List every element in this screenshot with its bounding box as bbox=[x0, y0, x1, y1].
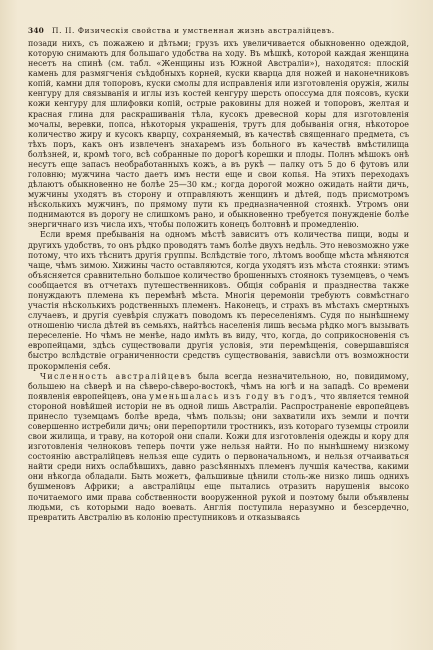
paragraph-text: была всегда незначительною, но, повидимому, большею на сѣверѣ и на сѣверо-сѣверо-востокѣ, чѣмъ на югѣ и на западѣ. Со времени появленія европейцевъ, она bbox=[28, 371, 409, 401]
spaced-emphasis: Численность австралійцевъ bbox=[40, 371, 193, 381]
paragraph: позади нихъ, съ пожажею и дѣтьми; грузъ ихъ увеличивается обыкновенно одеждой, которую снимають для большаго удобства на ходу. Въ мѣшкѣ, которой каждая женщина несетъ на спинѣ (см. табл. «Женщины изъ Южной Австраліи»), находятся: плоскій камень для размягченія съѣдобныхъ корней, куски кварца для ножей и наконечниковъ копій, камни для топоровъ, куски смолы для исправленія или изготовленія оружія, жилы кенгуру для связыванія и иглы изъ костей кенгуру шерсть опоссума для поясовъ, куски кожи кенгуру для шлифовки копій, острые раковины для ножей и топоровъ, желтая и красная глина для раскрашиванія тѣла, кусокъ древесной коры для изготовленія мочалы, веревки, попса, нѣкоторыя украшенія, трутъ для добыванія огня, нѣкоторое количество жиру и кусокъ кварцу, сохраняемый, въ качествѣ священнаго предмета, съ тѣхъ поръ, какъ онъ извлеченъ знахаремъ изъ больного въ качествѣ вмѣстилища болѣзней, и, кромѣ того, всѣ собранные по дорогѣ корешки и плоды. Полнъ мѣшокъ онѣ несутъ еще запасъ необработанныхъ кожъ, а въ рукѣ — палку отъ 5 до 6 футовъ или головню; мужчина часто даетъ имъ нести еще и свои копья. На этихъ переходахъ дѣлаютъ обыкновенно не болѣе 25—30 км.; когда дорогой можно ожидать найти дичь, мужчины уходятъ въ сторону и отправляютъ женщинъ и дѣтей, подъ присмотромъ нѣсколькихъ мужчинъ, по прямому пути къ предназначенной стоянкѣ. Утромъ они поднимаются въ дорогу не слишкомъ рано, и обыкновенно требуется понужденіе болѣе энергичнаго изъ числа ихъ, чтобы положить конецъ болтовнѣ и промедленію. bbox=[28, 39, 409, 230]
paragraph: Если время пребыванія на одномъ мѣстѣ зависитъ отъ количества пищи, воды и другихъ удобствъ, то онъ рѣдко проводятъ тамъ болѣе двухъ недѣль. Это невозможно уже потому, что ихъ тѣснитъ другія группы. Вслѣдствіе того, лѣтомъ вообще мѣста мѣняются чаще, чѣмъ зимою. Хижины часто оставляются, когда уходятъ изъ мѣста стоянки: этимъ объясняется сравнительно большое количество брошенныхъ стоянокъ туземцевъ, о чемъ сообщается въ отчетахъ путешественниковъ. Общія собранія и празднества также понуждаютъ племена къ перемѣнѣ мѣста. Многія церемоніи требуютъ совмѣстнаго участія нѣсколькихъ родственныхъ племенъ. Наконецъ, и страхъ въ мѣстахъ смертныхъ случаевъ, и другія суевѣрія служатъ поводомъ къ переселеніямъ. Судя по нынѣшнему отношенію числа дѣтей въ семьяхъ, найтѣсь населенія лишь весьма рѣдко могъ вызывать переселеніе. Но чѣмъ не менѣе, надо имѣть въ виду, что, когда, до соприкосновенія съ европейцами, здѣсь существовали другія условія, эти перемѣщенія, совершавшіяся быстро вслѣдствіе ограниченности средствъ существованія, зависѣли отъ возможности прокормленія себя. bbox=[28, 230, 409, 371]
body-text bbox=[28, 39, 409, 523]
paragraph-text: что является темной стороной новѣйшей исторіи не въ одной лишь Австраліи. Распространеніе европейцевъ принесло туземцамъ болѣе вреда, чѣмъ пользы; они захватили ихъ земли и почти совершенно истребили дичь; они перепортили тростникъ, изъ котораго туземцы строили свои жилища, и траву, на которой они спали. Кожи для изготовленія одежды и кору для изготовленія челноковъ теперь почти уже нельзя найти. Но по нынѣшнему низкому состоянію австралійцевъ нельзя еще судить о первоначальномъ, и нельзя отчаиваться найти среди нихъ ослабѣвшихъ, давно разсѣянныхъ племенъ лучшія качества, какими они нѣкогда обладали. Быть можетъ, фальшивые цѣнили столь-же низко лишь однихъ бушменовъ Африки; а австралійцы еще пытались отразить нарушенія высоко почитаемого ими права собственности вооруженной рукой и поэтому были объявлены людьми, съ которыми надо воевать. Англія поступила неразумно и безсердечно, превратить Австралію въ колонію преступниковъ и отказываясь bbox=[28, 391, 410, 522]
spaced-emphasis: уменьшалась изъ году въ годъ, bbox=[149, 391, 318, 401]
paragraph bbox=[28, 372, 409, 523]
page-number: 340 bbox=[28, 26, 45, 35]
page-header bbox=[28, 26, 409, 35]
running-head: П. II. Физическія свойства и умственная жизнь австралійцевъ. bbox=[52, 26, 335, 35]
